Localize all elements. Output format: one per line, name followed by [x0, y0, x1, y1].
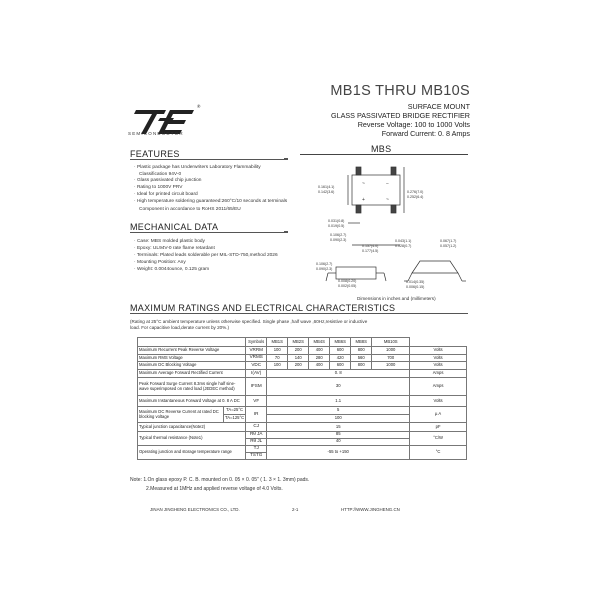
value-cell: 1000: [372, 347, 410, 355]
value-cell: -55 to +150: [267, 445, 410, 459]
ratings-note: (Rating at 25°C ambient temperature unless otherwise specified. Single phase ,half wave ,60Hz,resistive or inductive: [130, 319, 368, 324]
symbol-cell: I(AV): [246, 369, 267, 378]
symbol-cell: IR: [246, 407, 267, 423]
param-cell: Typical thermal resistance (Note1): [138, 431, 246, 445]
condition-cell: TA=25°C: [224, 407, 246, 415]
table-row: [138, 378, 467, 396]
param-cell: Maximum RMS Voltage: [138, 354, 246, 362]
table-row: [138, 347, 467, 355]
table-header-cell: Symbols: [246, 338, 267, 347]
table-header-cell: MB1S: [267, 338, 288, 347]
value-cell: 70: [267, 354, 288, 362]
svg-text:~: ~: [362, 181, 365, 187]
dim-label: 0.006(0.15): [406, 285, 425, 289]
table-row: [138, 407, 467, 415]
ratings-table: [137, 337, 467, 460]
svg-text:+: +: [362, 197, 365, 203]
value-cell: 0. 8: [267, 369, 410, 378]
dim-label: 0.043(1.1): [395, 239, 412, 243]
condition-cell: TA=125°C: [224, 415, 246, 423]
mechanical-item: · Weight: 0.0044ounce, 0.125 gram: [134, 268, 209, 273]
features-rule: [130, 159, 288, 160]
param-cell: Maximum Recurrent Peak Reverse Voltage: [138, 347, 246, 355]
unit-cell: Volts: [410, 396, 467, 407]
package-outline-drawing: [300, 155, 470, 305]
table-header-cell: MB4S: [309, 338, 330, 347]
ratings-heading: MAXIMUM RATINGS AND ELECTRICAL CHARACTERISTICS: [130, 303, 396, 313]
value-cell: 700: [372, 354, 410, 362]
note-1: Note: 1.On glass epoxy P. C. B. mounted on 0. 05 × 0. 05" ( 1. 3 × 1. 3mm) pads.: [130, 477, 310, 483]
jingheng-logo: [130, 104, 201, 146]
value-cell: 600: [330, 347, 351, 355]
dim-label: 0.090(2.3): [316, 267, 333, 271]
feature-item: · Rating to 1000V PRV: [134, 186, 182, 191]
ratings-rule: [130, 313, 468, 314]
footer-page: 2-1: [292, 507, 299, 512]
unit-cell: Amps: [410, 369, 467, 378]
dim-label: 0.177(4.5): [362, 249, 379, 253]
param-cell: Maximum Instantaneous Forward Voltage at 0. 8 A DC: [138, 396, 246, 407]
mechanical-rule: [130, 232, 288, 233]
dim-label: 0.019(0.5): [328, 224, 345, 228]
dim-label: 0.008(0.20): [338, 279, 357, 283]
param-cell: Maximum DC Blocking Voltage: [138, 362, 246, 370]
unit-cell: Volts: [410, 347, 467, 355]
value-cell: 1.1: [267, 396, 410, 407]
footer-url: HTTP://WWW.JINGHENG.CN: [341, 507, 400, 512]
mechanical-item: · Terminals: Plated leads solderable per MIL-STD-750,method 2026: [134, 254, 278, 259]
value-cell: 200: [288, 362, 309, 370]
dim-label: 0.028(0.7): [395, 244, 412, 248]
symbol-cell: TJ: [246, 445, 267, 452]
table-row: [138, 445, 467, 452]
param-cell: Operating junction and storage temperature range: [138, 445, 246, 459]
param-cell: Typical junction capacitance(Note2): [138, 423, 246, 432]
unit-cell: µ A: [410, 407, 467, 423]
package-heading: MBS: [371, 144, 392, 154]
unit-cell: Volts: [410, 362, 467, 370]
symbol-cell: Rθ JA: [246, 431, 267, 438]
value-cell: 400: [309, 362, 330, 370]
symbol-cell: VRMS: [246, 354, 267, 362]
table-header-cell: MB6S: [330, 338, 351, 347]
footer-company: JINAN JINGHENG ELECTRONICS CO., LTD.: [150, 507, 240, 512]
table-header-cell: MB8S: [351, 338, 372, 347]
value-cell: 15: [267, 423, 410, 432]
symbol-cell: IFSM: [246, 378, 267, 396]
value-cell: 100: [267, 362, 288, 370]
dim-label: 0.157(4.0): [362, 244, 379, 248]
unit-cell: Amps: [410, 378, 467, 396]
symbol-cell: TSTG: [246, 452, 267, 459]
dim-label: 0.106(2.7): [330, 233, 347, 237]
feature-item-cont: Component in accordance to RoHS 2011/65/EU: [139, 207, 241, 212]
features-heading: FEATURES: [130, 149, 180, 159]
unit-cell: pF: [410, 423, 467, 432]
subtitle-device: GLASS PASSIVATED BRIDGE RECTIFIER: [331, 111, 470, 120]
dimension-caption: Dimensions in inches and (millimeters): [357, 296, 436, 301]
symbol-cell: VF: [246, 396, 267, 407]
value-cell: 40: [267, 438, 410, 445]
dim-label: 0.106(2.7): [316, 262, 333, 266]
value-cell: 30: [267, 378, 410, 396]
table-row: [138, 431, 467, 438]
value-cell: 280: [309, 354, 330, 362]
feature-item-cont: Classification 94V-0: [139, 172, 182, 177]
feature-item: · Ideal for printed circuit board: [134, 193, 198, 198]
logo-wordmark: SEMICONDUCTOR: [128, 131, 184, 136]
table-header-row: [138, 338, 467, 347]
value-cell: 600: [330, 362, 351, 370]
dim-label: 0.142(3.6): [318, 190, 335, 194]
value-cell: 400: [309, 347, 330, 355]
feature-item: · High temperature soldering guaranteed:260°C/10 seconds at terminals: [134, 200, 287, 205]
value-cell: 420: [330, 354, 351, 362]
value-cell: 85: [267, 431, 410, 438]
ratings-note: load. For capacitive load,derate current by 20%.): [130, 325, 230, 330]
features-rule-end: [284, 158, 288, 160]
param-cell: Peak Forward Surge Current 8.3ms single half sine-wave superimposed on rated load (JEDEC method): [138, 378, 246, 396]
mechanical-item: · Epoxy: UL94V-0 rate flame retardant: [134, 247, 215, 252]
value-cell: 1000: [372, 362, 410, 370]
dim-label: 0.031(0.8): [328, 219, 345, 223]
subtitle-voltage: Reverse Voltage: 100 to 1000 Volts: [357, 120, 470, 129]
dim-label: 0.014(0.35): [406, 280, 425, 284]
table-header-cell: MB2S: [288, 338, 309, 347]
dim-label: 0.276(7.0): [407, 190, 424, 194]
svg-text:~: ~: [386, 197, 389, 203]
registered-mark: ®: [197, 104, 201, 109]
dim-label: 0.252(6.4): [407, 195, 424, 199]
value-cell: 5: [267, 407, 410, 415]
subtitle-mount: SURFACE MOUNT: [407, 102, 470, 111]
feature-item: · Glass passivated chip junction: [134, 179, 201, 184]
value-cell: 800: [351, 347, 372, 355]
mechanical-heading: MECHANICAL DATA: [130, 222, 219, 232]
value-cell: 100: [267, 415, 410, 423]
dim-label: 0.067(1.7): [440, 239, 457, 243]
svg-text:−: −: [386, 181, 389, 187]
param-cell: Maximum Average Forward Rectified Current: [138, 369, 246, 378]
unit-cell: Volts: [410, 354, 467, 362]
table-header-cell: [138, 338, 246, 347]
symbol-cell: CJ: [246, 423, 267, 432]
unit-cell: °C/W: [410, 431, 467, 445]
part-title: MB1S THRU MB10S: [330, 83, 470, 99]
table-row: [138, 354, 467, 362]
unit-cell: °C: [410, 445, 467, 459]
note-2: 2.Measured at 1MHz and applied reverse voltage of 4.0 Volts.: [146, 486, 283, 492]
subtitle-current: Forward Current: 0. 8 Amps: [381, 129, 470, 138]
value-cell: 100: [267, 347, 288, 355]
param-cell: Maximum DC Reverse Current at rated DC blocking voltage: [138, 407, 224, 423]
dim-label: 0.090(2.3): [330, 238, 347, 242]
table-row: [138, 423, 467, 432]
dim-label: 0.002(0.05): [338, 284, 357, 288]
dim-label: 0.161(4.1): [318, 185, 335, 189]
table-header-cell: MB10S: [372, 338, 410, 347]
table-row: [138, 396, 467, 407]
mechanical-item: · Mounting Position: Any: [134, 261, 186, 266]
feature-item: · Plastic package has Underwriters Laboratory Flammability: [134, 166, 261, 171]
value-cell: 140: [288, 354, 309, 362]
symbol-cell: Rθ JL: [246, 438, 267, 445]
dim-label: 0.057(1.2): [440, 244, 457, 248]
value-cell: 800: [351, 362, 372, 370]
value-cell: 560: [351, 354, 372, 362]
value-cell: 200: [288, 347, 309, 355]
mechanical-item: · Case: MBS molded plastic body: [134, 240, 205, 245]
symbol-cell: VDC: [246, 362, 267, 370]
mechanical-rule-end: [284, 231, 288, 233]
symbol-cell: VRRM: [246, 347, 267, 355]
table-row: [138, 362, 467, 370]
table-row: [138, 369, 467, 378]
